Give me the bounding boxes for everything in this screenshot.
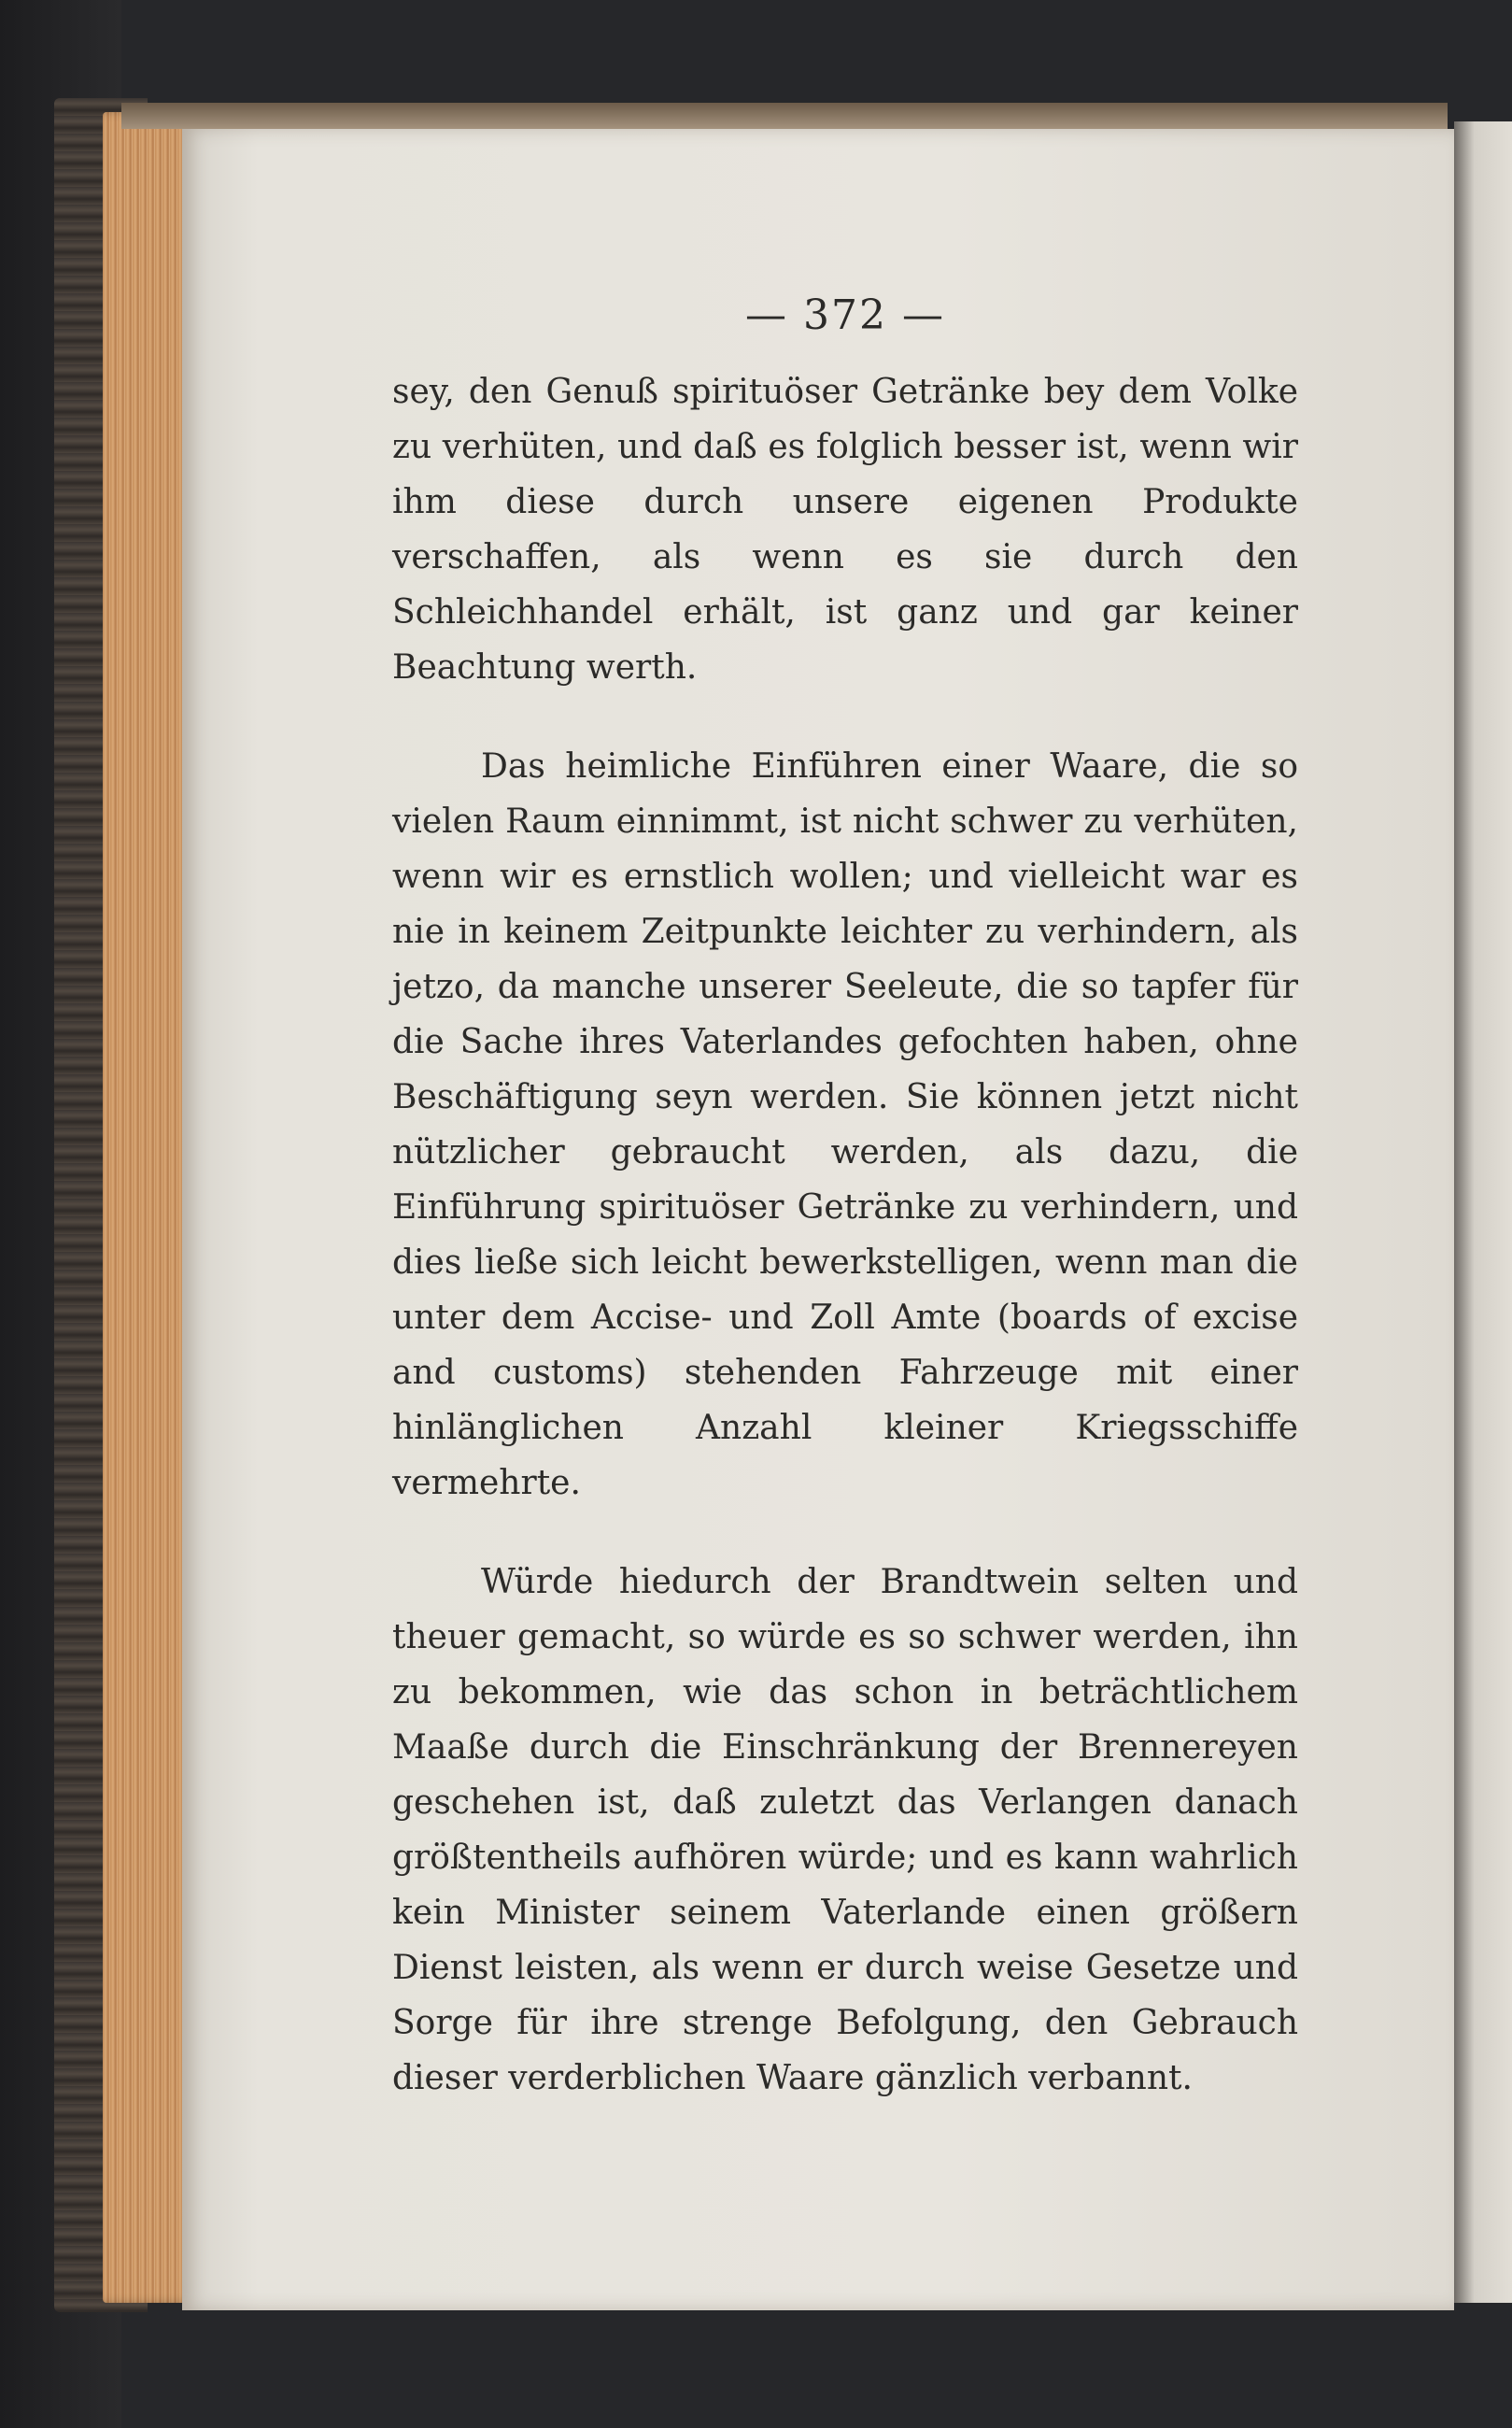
paragraph-1: sey, den Genuß spirituöser Getränke bey dem Volke zu verhüten, und daß es folglich besser ist, wenn wir ihm diese durch unsere eigenen Produkte verschaffen, als wenn es sie durch den Schleichhandel erhält, ist ganz und gar keiner Beachtung werth. (392, 373, 1298, 687)
paragraph-2: Das heimliche Einführen einer Waare, die so vielen Raum einnimmt, ist nicht schwer zu verhüten, wenn wir es ernstlich wollen; und vielleicht war es nie in keinem Zeitpunkte leichter zu verhindern, als jetzo, da manche unserer Seeleute, die so tapfer für die Sache ihres Vaterlandes gefochten haben, ohne Beschäftigung seyn werden. Sie können jetzt nicht nützlicher gebraucht werden, als dazu, die Einführung spirituöser Getränke zu verhindern, und dies ließe sich leicht bewerkstelligen, wenn man die unter dem Accise- und Zoll Amte (boards of excise and customs) stehenden Fahrzeuge mit einer hinlänglichen Anzahl kleiner Kriegsschiffe vermehrte. (392, 747, 1298, 1502)
page-top-edge (121, 103, 1448, 129)
facing-page-edge (1454, 121, 1512, 2303)
paragraph-3: Würde hiedurch der Brandtwein selten und theuer gemacht, so würde es so schwer werden, ihn zu bekommen, wie das schon in beträchtlichem Maaße durch die Einschränkung der Brennereyen geschehen ist, daß zuletzt das Verlangen danach größtentheils aufhören würde; und es kann wahrlich kein Minister seinem Vaterlande einen größern Dienst leisten, als wenn er durch weise Gesetze und Sorge für ihre strenge Befolgung, den Gebrauch dieser verderblichen Waare gänzlich verbannt. (392, 1563, 1298, 2097)
page-number: — 372 — (745, 291, 945, 339)
page-text-block (392, 290, 1298, 2106)
